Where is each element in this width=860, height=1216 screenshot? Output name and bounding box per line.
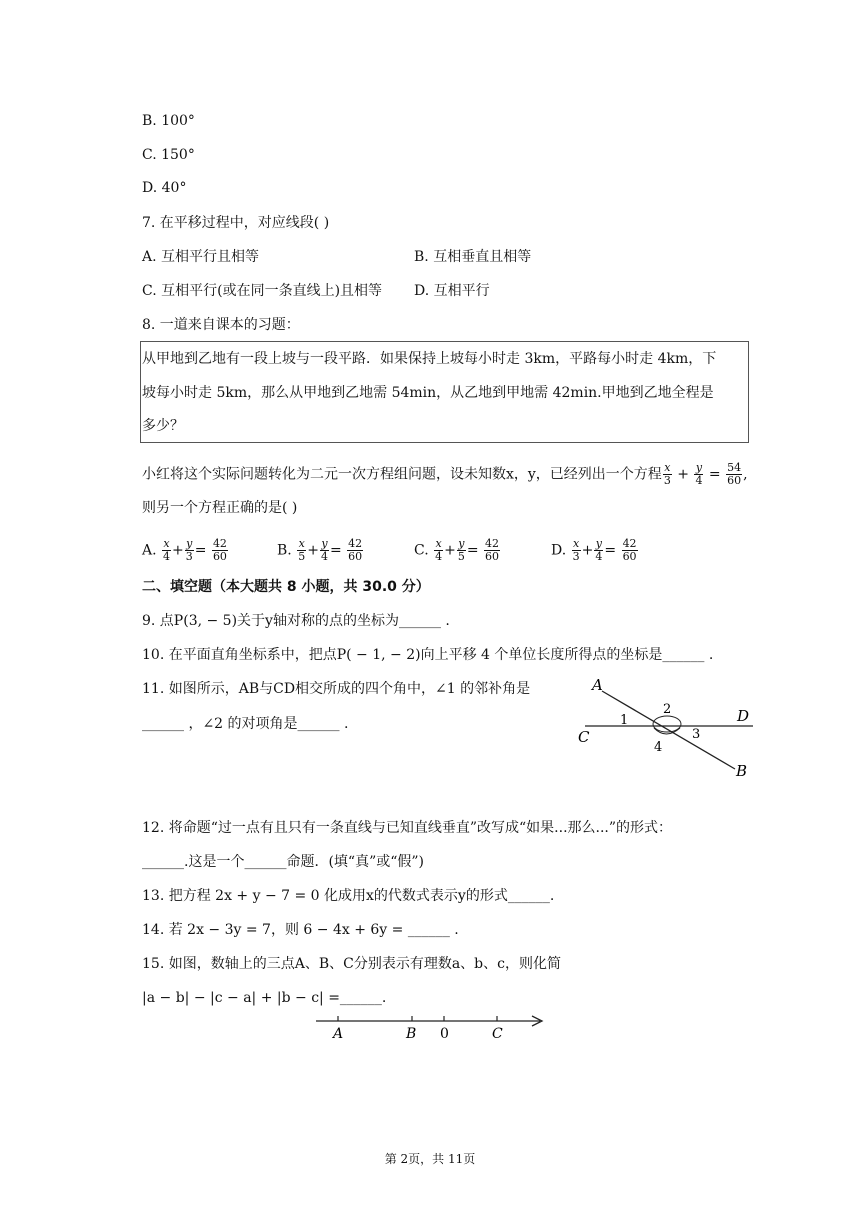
q8-stem: 8. 一道来自课本的习题： <box>142 317 300 333</box>
q15-number-line-figure <box>310 1012 550 1044</box>
q7-stem: 7. 在平移过程中，对应线段( ) <box>142 215 330 231</box>
q8-line2: 则另一个方程正确的是( ) <box>142 500 298 516</box>
q12-line2: ______.这是一个______命题．(填“真”或“假”) <box>142 854 425 870</box>
q8-option-c: C. $\frac{x}{4}$ + $\frac{y}{5}$ = $\frac{42}{60}$ <box>414 537 500 563</box>
q11-intersecting-lines-figure <box>570 676 760 784</box>
label-a: A <box>592 676 603 694</box>
angle-label-1: 1 <box>620 713 629 728</box>
q7-option-a: A. 互相平行且相等 <box>142 249 260 265</box>
q7-option-b: B. 互相垂直且相等 <box>414 249 532 265</box>
axis-label-c: C <box>492 1026 503 1042</box>
section-heading: 二、填空题（本大题共 8 小题，共 30.0 分） <box>142 579 430 595</box>
q8-line1-text: 小红将这个实际问题转化为二元一次方程组问题，设未知数x，y，已经列出一个方程 <box>142 466 662 483</box>
label-b: B <box>736 762 748 780</box>
label-c: C <box>578 728 590 746</box>
q15-line1: 15. 如图，数轴上的三点A、B、C分别表示有理数a、b、c，则化简 <box>142 956 561 972</box>
given-eq-frac-value: $\frac{54}{60}$ <box>727 461 742 487</box>
q9: 9. 点P(3, − 5)关于y轴对称的点的坐标为______ . <box>142 613 450 629</box>
q8-option-a: A. $\frac{x}{4}$ + $\frac{y}{3}$ = $\frac{42}{60}$ <box>142 537 227 563</box>
q8-box-line3: 多少？ <box>142 418 184 434</box>
q6-option-c: C. 150° <box>142 147 195 163</box>
q8-box-line2: 坡每小时走 5km，那么从甲地到乙地需 54min，从乙地到甲地需 42min.甲地到乙地全程是 <box>142 385 714 401</box>
q10: 10. 在平面直角坐标系中，把点P( − 1, − 2)向上平移 4 个单位长度所得点的坐标是______ . <box>142 647 714 663</box>
page-footer: 第 2页，共 11页 <box>384 1152 476 1166</box>
axis-label-b: B <box>406 1026 417 1042</box>
q15-line2: |a − b| − |c − a| + |b − c| =______. <box>142 990 387 1006</box>
q8-option-b: B. $\frac{x}{5}$ + $\frac{y}{4}$ = $\frac{42}{60}$ <box>277 537 363 563</box>
axis-label-a: A <box>333 1026 344 1042</box>
given-eq-frac-x: $\frac{x}{3}$ <box>663 461 671 487</box>
angle-label-4: 4 <box>654 740 663 755</box>
q11-line2: ______ ，∠2 的对项角是______ . <box>142 716 349 732</box>
q11-line1: 11. 如图所示，AB与CD相交所成的四个角中，∠1 的邻补角是 <box>142 681 531 697</box>
angle-label-2: 2 <box>663 702 672 717</box>
q8-box-line1: 从甲地到乙地有一段上坡与一段平路．如果保持上坡每小时走 3km，平路每小时走 4km，下 <box>142 351 717 367</box>
q6-option-d: D. 40° <box>142 180 187 196</box>
label-d: D <box>737 707 750 725</box>
q8-line1: 小红将这个实际问题转化为二元一次方程组问题，设未知数x，y，已经列出一个方程 $\frac{x}{3}$ + $\frac{y}{4}$ = $\frac{54}{60}$ , <box>142 461 748 487</box>
angle-label-3: 3 <box>692 727 701 742</box>
given-eq-frac-y: $\frac{y}{4}$ <box>695 461 703 487</box>
q8-option-d: D. $\frac{x}{3}$ + $\frac{y}{4}$ = $\frac{42}{60}$ <box>551 537 637 563</box>
q7-option-c: C. 互相平行(或在同一条直线上)且相等 <box>142 283 383 299</box>
q7-option-d: D. 互相平行 <box>414 283 490 299</box>
q12-line1: 12. 将命题“过一点有且只有一条直线与已知直线垂直”改写成“如果...那么...”的形式： <box>142 820 673 836</box>
q13: 13. 把方程 2x + y − 7 = 0 化成用x的代数式表示y的形式______. <box>142 888 555 904</box>
q6-option-b: B. 100° <box>142 113 195 129</box>
q14: 14. 若 2x − 3y = 7，则 6 − 4x + 6y = ______ . <box>142 922 459 938</box>
axis-label-zero: 0 <box>440 1026 449 1042</box>
